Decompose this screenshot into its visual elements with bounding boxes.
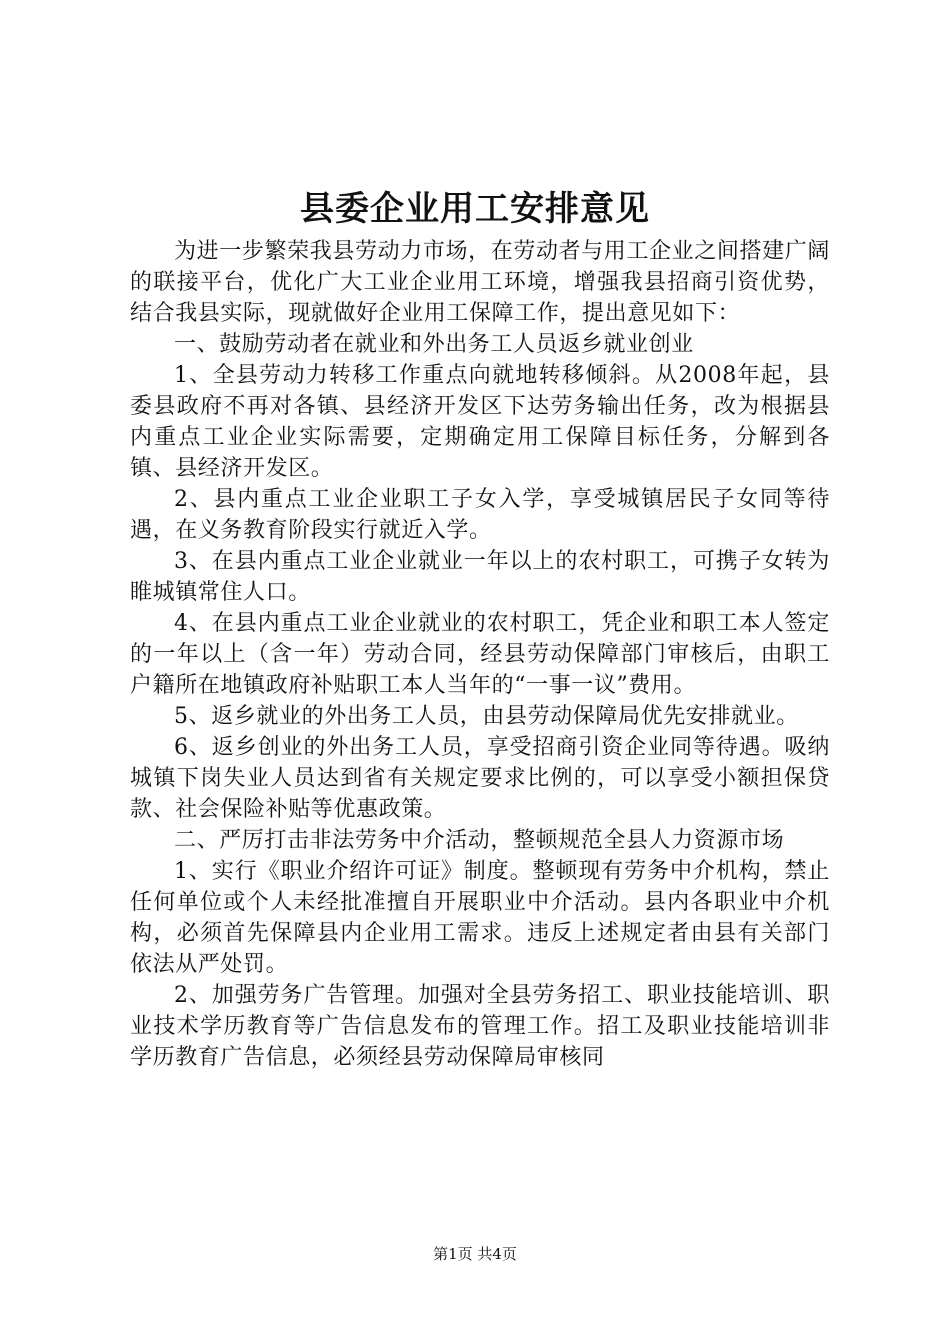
paragraph-1-6: 6、返乡创业的外出务工人员，享受招商引资企业同等待遇。吸纳城镇下岗失业人员达到省有关规定要求比例的，可以享受小额担保贷款、社会保险补贴等优惠政策。 — [130, 735, 830, 822]
page-number-footer: 第1页 共4页 — [433, 1245, 517, 1263]
paragraph-2-2: 2、加强劳务广告管理。加强对全县劳务招工、职业技能培训、职业技术学历教育等广告信息发布的管理工作。招工及职业技能培训非学历教育广告信息，必须经县劳动保障局审核同 — [130, 983, 830, 1070]
section-heading-2: 二、严厉打击非法劳务中介活动，整顿规范全县人力资源市场 — [174, 828, 785, 853]
paragraph-1-5: 5、返乡就业的外出务工人员，由县劳动保障局优先安排就业。 — [174, 704, 799, 729]
section-heading-1: 一、鼓励劳动者在就业和外出务工人员返乡就业创业 — [174, 332, 694, 357]
document-body — [130, 236, 830, 1073]
paragraph-1-1: 1、全县劳动力转移工作重点向就地转移倾斜。从2008年起，县委县政府不再对各镇、县经济开发区下达劳务输出任务，改为根据县内重点工业企业实际需要，定期确定用工保障目标任务，分解到各镇、县经济开发区。 — [130, 363, 830, 481]
paragraph-1-3: 3、在县内重点工业企业就业一年以上的农村职工，可携子女转为睢城镇常住人口。 — [130, 549, 830, 605]
document-title: 县委企业用工安排意见 — [300, 189, 650, 229]
paragraph-1-4: 4、在县内重点工业企业就业的农村职工，凭企业和职工本人签定的一年以上（含一年）劳动合同，经县劳动保障部门审核后，由职工户籍所在地镇政府补贴职工本人当年的“一事一议”费用。 — [130, 611, 830, 698]
paragraph-2-1: 1、实行《职业介绍许可证》制度。整顿现有劳务中介机构，禁止任何单位或个人未经批准擅自开展职业中介活动。县内各职业中介机构，必须首先保障县内企业用工需求。违反上述规定者由县有关部门依法从严处罚。 — [130, 859, 830, 977]
paragraph-1-2: 2、县内重点工业企业职工子女入学，享受城镇居民子女同等待遇，在义务教育阶段实行就近入学。 — [130, 487, 830, 543]
paragraph-intro: 为进一步繁荣我县劳动力市场，在劳动者与用工企业之间搭建广阔的联接平台，优化广大工业企业用工环境，增强我县招商引资优势，结合我县实际，现就做好企业用工保障工作，提出意见如下： — [130, 239, 830, 326]
